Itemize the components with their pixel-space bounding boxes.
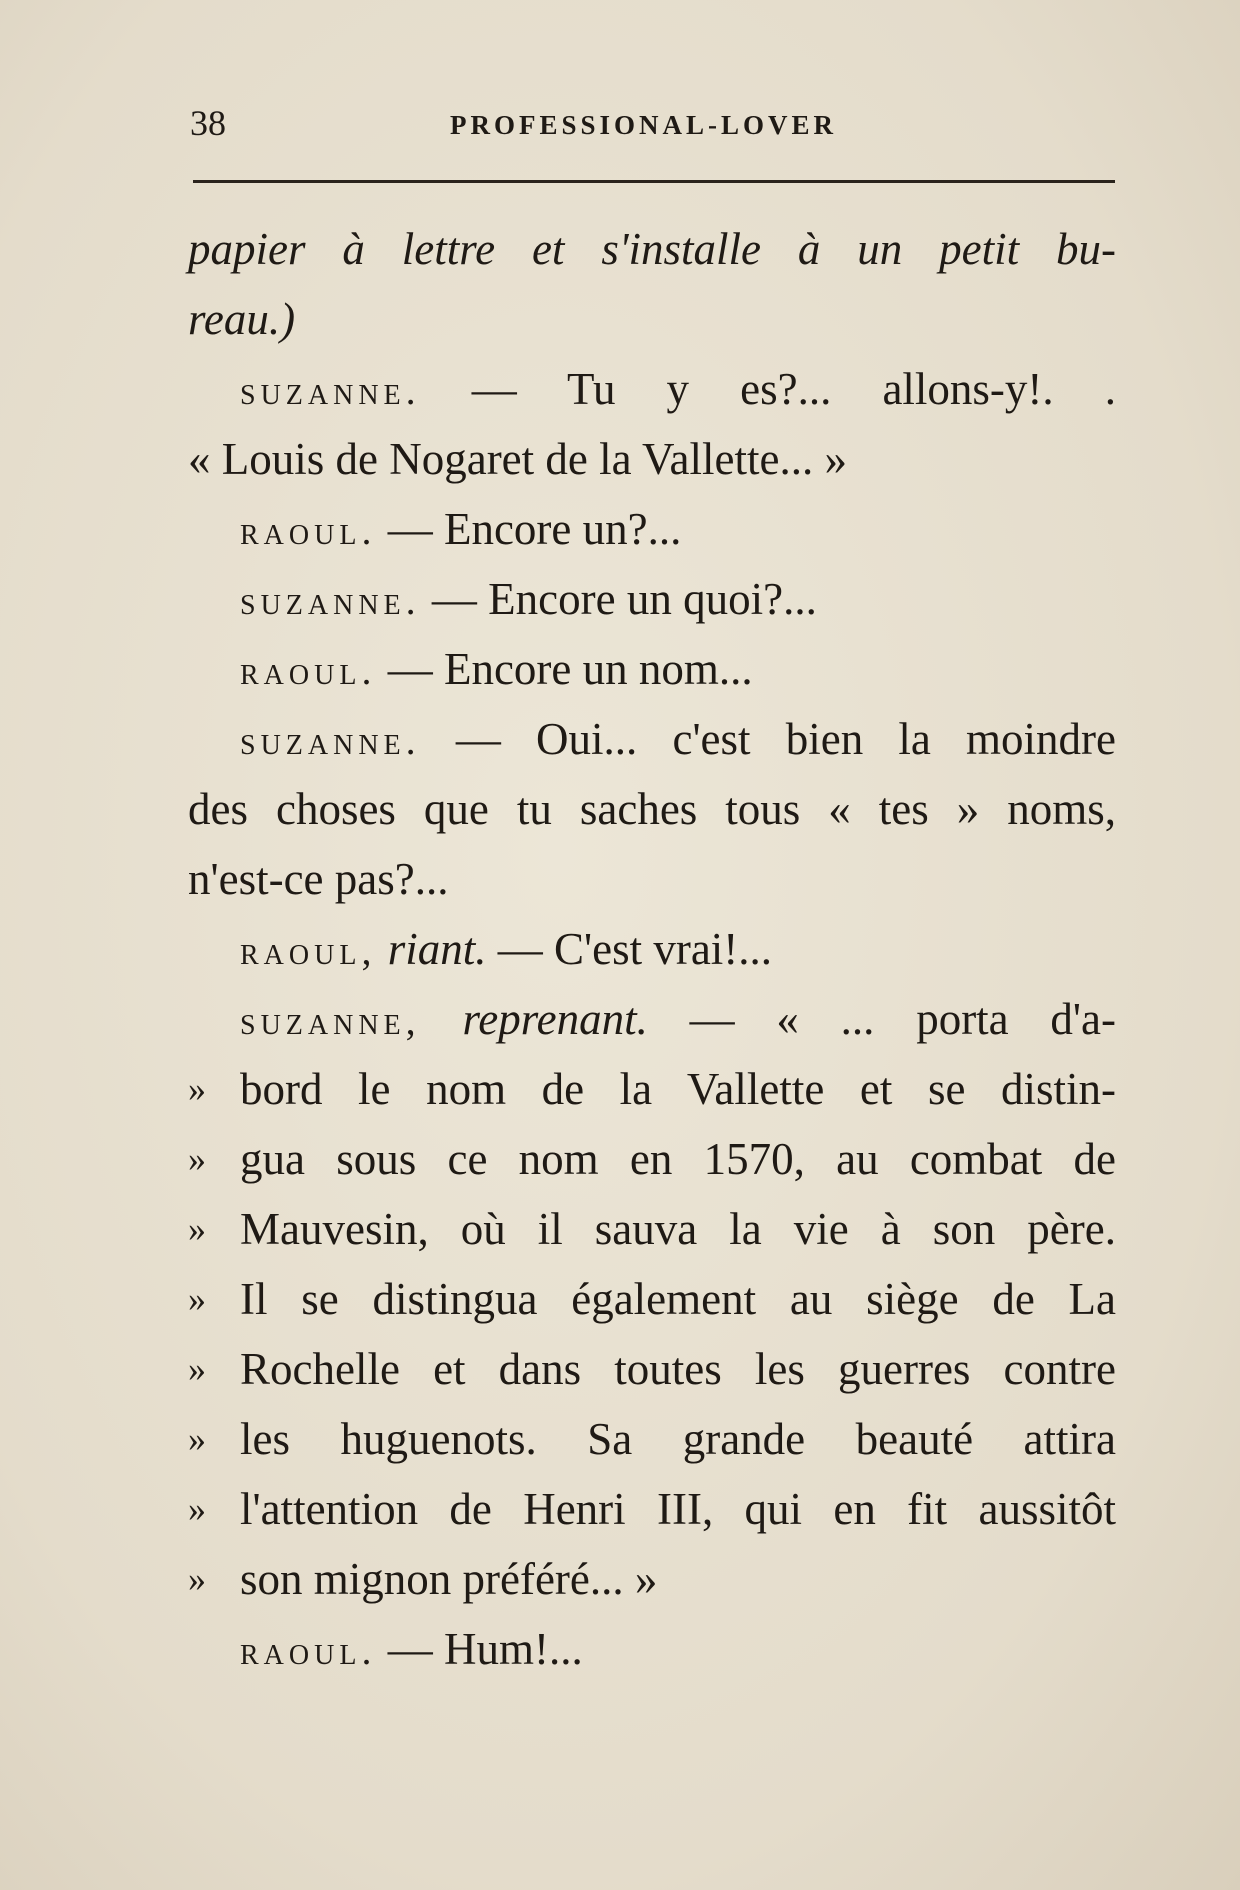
page-header: [190, 98, 1115, 148]
line-text: — Encore un nom...: [376, 644, 753, 694]
quote-mark: »: [188, 1349, 206, 1389]
quote-mark: »: [188, 1139, 206, 1179]
line-text: — Tu y es?... allons-y!. .: [420, 364, 1116, 414]
line-text: reau.): [188, 294, 296, 344]
body-text: [188, 214, 1116, 1684]
stage-direction: riant.: [376, 924, 487, 974]
dialogue-line: [188, 1614, 1116, 1684]
line-text: papier à lettre et s'installe à un petit bu-: [188, 224, 1116, 274]
quoted-line: [188, 1334, 1116, 1404]
line-text: Rochelle et dans toutes les guerres contre: [240, 1344, 1116, 1394]
dialogue-line: [188, 704, 1116, 774]
running-title: PROFESSIONAL-LOVER: [450, 110, 838, 140]
text-line: [188, 844, 1116, 914]
line-text: des choses que tu saches tous « tes » noms,: [188, 784, 1116, 834]
line-text: — Encore un?...: [376, 504, 682, 554]
quoted-line: [188, 1054, 1116, 1124]
speaker-name: suzanne.: [240, 368, 421, 413]
dialogue-line: [188, 634, 1116, 704]
text-line: [188, 284, 1116, 354]
dialogue-line: [188, 914, 1116, 984]
speaker-name: raoul,: [240, 928, 377, 973]
quoted-line: [188, 1124, 1116, 1194]
dialogue-line: [188, 354, 1116, 424]
line-text: l'attention de Henri III, qui en fit aussitôt: [240, 1484, 1116, 1534]
dialogue-line: [188, 564, 1116, 634]
quote-mark: »: [188, 1209, 206, 1249]
line-text: — C'est vrai!...: [486, 924, 773, 974]
header-rule: [193, 180, 1115, 183]
page-number: 38: [190, 103, 226, 143]
quote-mark: »: [188, 1069, 206, 1109]
quoted-line: [188, 1404, 1116, 1474]
line-text: Mauvesin, où il sauva la vie à son père.: [240, 1204, 1116, 1254]
quote-mark: »: [188, 1559, 206, 1599]
quoted-line: [188, 1544, 1116, 1614]
quoted-line: [188, 1264, 1116, 1334]
speaker-name: raoul.: [240, 508, 377, 553]
speaker-name: raoul.: [240, 648, 377, 693]
line-text: — Encore un quoi?...: [420, 574, 817, 624]
dialogue-line: [188, 494, 1116, 564]
line-text: Il se distingua également au siège de La: [240, 1274, 1116, 1324]
text-line: [188, 774, 1116, 844]
quote-mark: »: [188, 1279, 206, 1319]
stage-direction: reprenant.: [420, 994, 648, 1044]
line-text: « Louis de Nogaret de la Vallette... »: [188, 434, 847, 484]
speaker-name: suzanne,: [240, 998, 421, 1043]
speaker-name: suzanne.: [240, 578, 421, 623]
line-text: n'est-ce pas?...: [188, 854, 449, 904]
quote-mark: »: [188, 1489, 206, 1529]
line-text: gua sous ce nom en 1570, au combat de: [240, 1134, 1116, 1184]
quoted-line: [188, 1194, 1116, 1264]
line-text: — Oui... c'est bien la moindre: [420, 714, 1116, 764]
speaker-name: raoul.: [240, 1628, 377, 1673]
quoted-line: [188, 1474, 1116, 1544]
line-text: les huguenots. Sa grande beauté attira: [240, 1414, 1116, 1464]
text-line: [188, 214, 1116, 284]
text-line: [188, 424, 1116, 494]
speaker-name: suzanne.: [240, 718, 421, 763]
quote-mark: »: [188, 1419, 206, 1459]
line-text: son mignon préféré... »: [240, 1554, 658, 1604]
dialogue-line: [188, 984, 1116, 1054]
line-text: bord le nom de la Vallette et se distin-: [240, 1064, 1116, 1114]
line-text: — « ... porta d'a-: [647, 994, 1117, 1044]
line-text: — Hum!...: [376, 1624, 583, 1674]
